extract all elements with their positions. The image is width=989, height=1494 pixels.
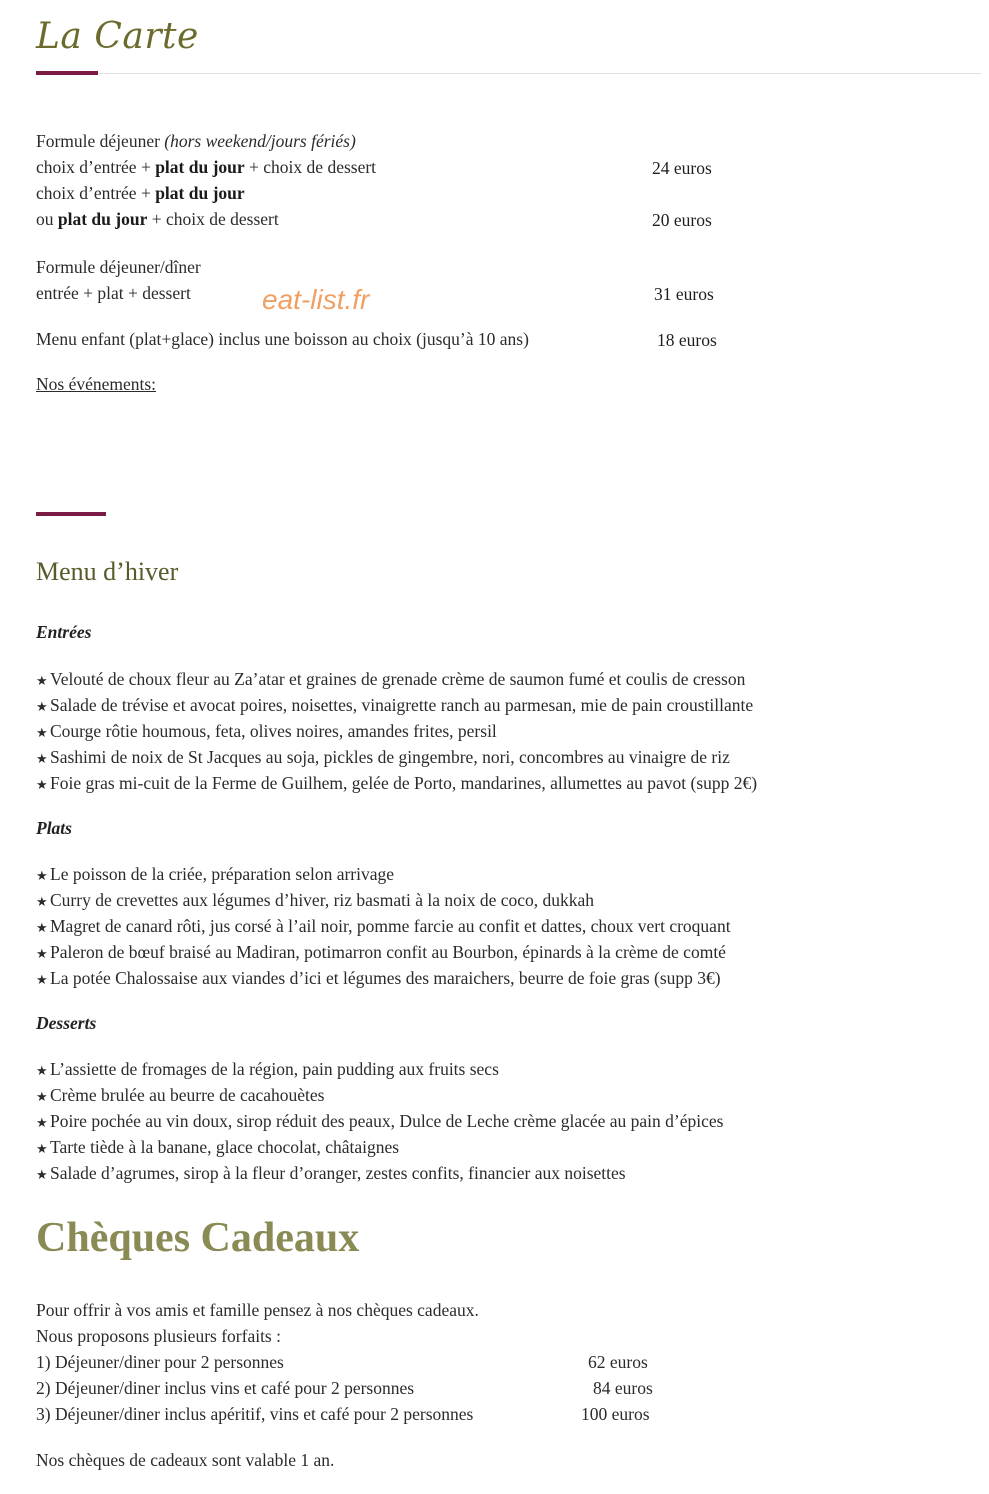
star-icon: ★ — [36, 1141, 48, 1156]
gift-offer-label: 2) Déjeuner/diner inclus vins et café pour 2 personnes — [36, 1378, 415, 1398]
formule-dejeuner-price1: 24 euros — [652, 158, 712, 178]
star-icon: ★ — [36, 725, 48, 740]
list-item: ★ Salade d’agrumes, sirop à la fleur d’oranger, zestes confits, financier aux noisettes — [36, 1160, 626, 1188]
list-item: ★ Curry de crevettes aux légumes d’hiver, riz basmati à la noix de coco, dukkah — [36, 887, 594, 915]
cheques-intro-1: Pour offrir à vos amis et famille pensez à nos chèques cadeaux. — [36, 1300, 479, 1320]
watermark: eat-list.fr — [262, 284, 370, 315]
star-icon: ★ — [36, 1063, 48, 1078]
list-item: ★ L’assiette de fromages de la région, pain pudding aux fruits secs — [36, 1056, 499, 1084]
list-item: ★ Paleron de bœuf braisé au Madiran, potimarron confit au Bourbon, épinards à la crème de comté — [36, 939, 726, 967]
list-item: ★ Sashimi de noix de St Jacques au soja, pickles de gingembre, nori, concombres au vinaigre de riz — [36, 744, 730, 772]
section-title-entrees: Entrées — [36, 622, 92, 642]
star-icon: ★ — [36, 1115, 48, 1130]
star-icon: ★ — [36, 920, 48, 935]
star-icon: ★ — [36, 673, 48, 688]
formule-diner-title: Formule déjeuner/dîner — [36, 257, 201, 277]
list-item: ★ Tarte tiède à la banane, glace chocolat, châtaignes — [36, 1134, 399, 1162]
star-icon: ★ — [36, 868, 48, 883]
title-divider — [36, 73, 981, 74]
formule-dejeuner-price2: 20 euros — [652, 210, 712, 230]
cheques-title: Chèques Cadeaux — [36, 1215, 360, 1261]
cheques-validity: Nos chèques de cadeaux sont valable 1 an. — [36, 1450, 335, 1470]
list-item: ★ Le poisson de la criée, préparation selon arrivage — [36, 861, 394, 889]
star-icon: ★ — [36, 1167, 48, 1182]
star-icon: ★ — [36, 946, 48, 961]
cheques-intro-2: Nous proposons plusieurs forfaits : — [36, 1326, 281, 1346]
formule-diner-price: 31 euros — [654, 284, 714, 304]
events-link[interactable]: Nos événements: — [36, 374, 157, 394]
list-item: ★ Magret de canard rôti, jus corsé à l’ail noir, pomme farcie au confit et dattes, choux vert croquant — [36, 913, 731, 941]
gift-offer-label: 1) Déjeuner/diner pour 2 personnes — [36, 1352, 284, 1372]
list-item: ★ Salade de trévise et avocat poires, noisettes, vinaigrette ranch au parmesan, mie de pain croustillante — [36, 692, 753, 720]
star-icon: ★ — [36, 699, 48, 714]
list-item: ★ Poire pochée au vin doux, sirop réduit des peaux, Dulce de Leche crème glacée au pain d’épices — [36, 1108, 723, 1136]
formule-dejeuner-line1: choix d’entrée + plat du jour + choix de dessert — [36, 157, 377, 177]
star-icon: ★ — [36, 1089, 48, 1104]
list-item: ★ Crème brulée au beurre de cacahouètes — [36, 1082, 325, 1110]
gift-offer-price: 100 euros — [581, 1404, 650, 1424]
title-accent-bar — [36, 71, 98, 75]
list-item: ★ Velouté de choux fleur au Za’atar et graines de grenade crème de saumon fumé et coulis de cresson — [36, 666, 745, 694]
gift-offer-price: 84 euros — [593, 1378, 653, 1398]
star-icon: ★ — [36, 972, 48, 987]
menu-enfant: Menu enfant (plat+glace) inclus une boisson au choix (jusqu’à 10 ans) — [36, 329, 529, 349]
list-item: ★ Foie gras mi-cuit de la Ferme de Guilhem, gelée de Porto, mandarines, allumettes au pavot (supp 2€) — [36, 770, 757, 798]
gift-offer-label: 3) Déjeuner/diner inclus apéritif, vins et café pour 2 personnes — [36, 1404, 474, 1424]
star-icon: ★ — [36, 751, 48, 766]
formule-dejeuner-line2: choix d’entrée + plat du jour — [36, 183, 245, 203]
formule-diner-line: entrée + plat + dessert — [36, 283, 191, 303]
formule-dejeuner-line3: ou plat du jour + choix de dessert — [36, 209, 279, 229]
menu-enfant-price: 18 euros — [657, 330, 717, 350]
list-item: ★ La potée Chalossaise aux viandes d’ici et légumes des maraichers, beurre de foie gras (supp 3€) — [36, 965, 721, 993]
list-item: ★ Courge rôtie houmous, feta, olives noires, amandes frites, persil — [36, 718, 497, 746]
section-title-plats: Plats — [36, 818, 72, 838]
gift-offer-price: 62 euros — [588, 1352, 648, 1372]
formule-dejeuner-title: Formule déjeuner (hors weekend/jours fériés) — [36, 131, 356, 151]
page-title: La Carte — [36, 16, 199, 57]
star-icon: ★ — [36, 894, 48, 909]
star-icon: ★ — [36, 777, 48, 792]
menu-title: Menu d’hiver — [36, 557, 179, 586]
section-accent-bar — [36, 512, 106, 516]
section-title-desserts: Desserts — [36, 1013, 97, 1033]
